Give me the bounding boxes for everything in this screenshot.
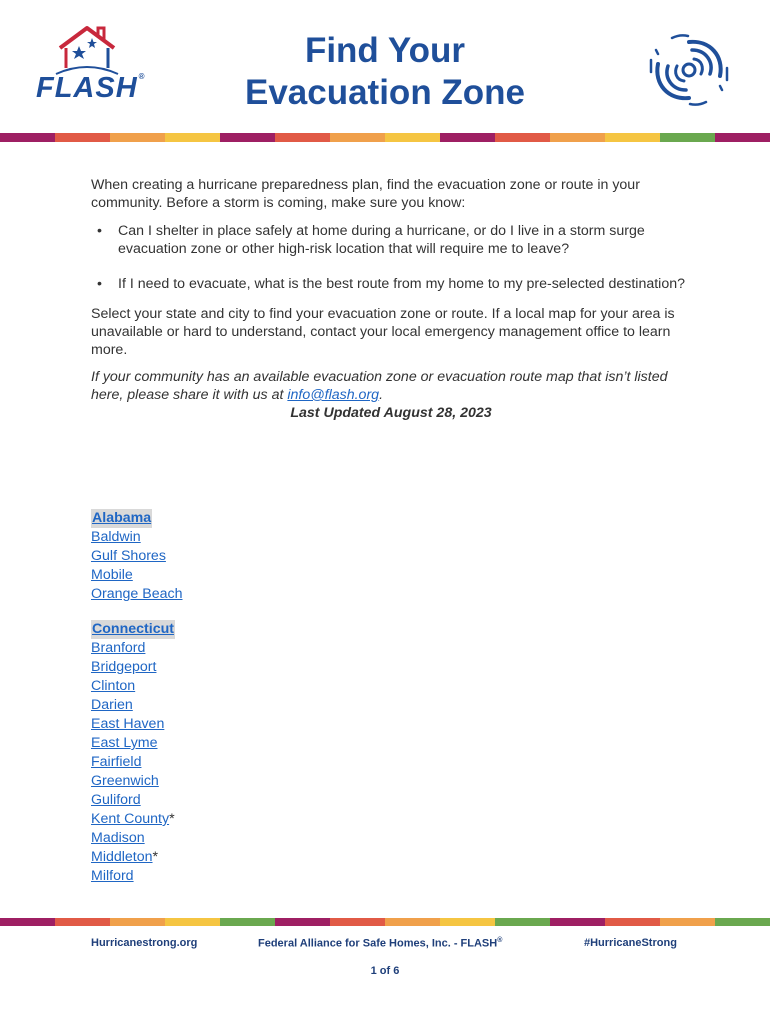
flash-logo-text: FLASH® (36, 72, 146, 104)
list-item: • If I need to evacuate, what is the best route from my home to my pre-selected destination? (91, 275, 691, 293)
city-link[interactable]: Gulf Shores (91, 548, 166, 564)
footer-website: Hurricanestrong.org (91, 937, 198, 949)
page-title (200, 30, 570, 114)
bottom-color-bar (0, 918, 770, 926)
intro-paragraph: When creating a hurricane preparedness plan, find the evacuation zone or route in your community. Before a storm is coming, make sure you know: (91, 177, 640, 211)
city-link[interactable]: Darien (91, 697, 133, 713)
page-number: 1 of 6 (370, 965, 400, 977)
city-link[interactable]: Madison (91, 830, 145, 846)
bullet-list (91, 222, 691, 293)
last-updated: Last Updated August 28, 2023 (290, 405, 492, 421)
email-link[interactable]: info@flash.org (287, 387, 380, 403)
hurricane-icon (648, 32, 730, 108)
city-link[interactable]: Branford (91, 640, 146, 656)
states-list (91, 509, 183, 902)
city-link[interactable]: Bridgeport (91, 659, 157, 675)
list-item (91, 848, 183, 867)
page-title-line1: Find Your (304, 31, 466, 70)
asterisk-note: * (169, 811, 175, 827)
city-link[interactable]: Clinton (91, 678, 136, 694)
city-link[interactable]: Milford (91, 868, 134, 884)
state-block-connecticut (91, 620, 183, 886)
house-icon (52, 24, 122, 76)
footer-organization: Federal Alliance for Safe Homes, Inc. - FLASH® (258, 937, 503, 950)
city-link[interactable]: East Lyme (91, 735, 158, 751)
city-link[interactable]: Mobile (91, 567, 133, 583)
list-item: • Can I shelter in place safely at home during a hurricane, or do I live in a storm surge evacuation zone or other high-risk location that will require me to leave? (91, 222, 691, 258)
flash-logo (30, 24, 146, 108)
share-paragraph: If your community has an available evacuation zone or evacuation route map that isn’t listed here, please share it with us at info@flash.org. (91, 369, 668, 403)
state-block-alabama (91, 509, 183, 604)
body-content (91, 176, 691, 422)
state-link-alabama[interactable]: Alabama (92, 510, 152, 526)
list-item (91, 810, 183, 829)
city-link[interactable]: Fairfield (91, 754, 142, 770)
state-link-connecticut[interactable]: Connecticut (92, 621, 174, 637)
city-link[interactable]: Middleton (91, 849, 153, 865)
city-link[interactable]: Greenwich (91, 773, 159, 789)
asterisk-note: * (152, 849, 159, 865)
city-link[interactable]: Baldwin (91, 529, 141, 545)
top-color-bar (0, 133, 770, 142)
city-link[interactable]: Guliford (91, 792, 141, 808)
city-link[interactable]: East Haven (91, 716, 165, 732)
city-link[interactable]: Kent County (91, 811, 170, 827)
footer-hashtag: #HurricaneStrong (584, 937, 677, 949)
select-paragraph: Select your state and city to find your evacuation zone or route. If a local map for your area is unavailable or hard to understand, contact your local emergency management office to learn more. (91, 306, 675, 358)
page-title-line2: Evacuation Zone (244, 73, 526, 112)
city-link[interactable]: Orange Beach (91, 586, 183, 602)
